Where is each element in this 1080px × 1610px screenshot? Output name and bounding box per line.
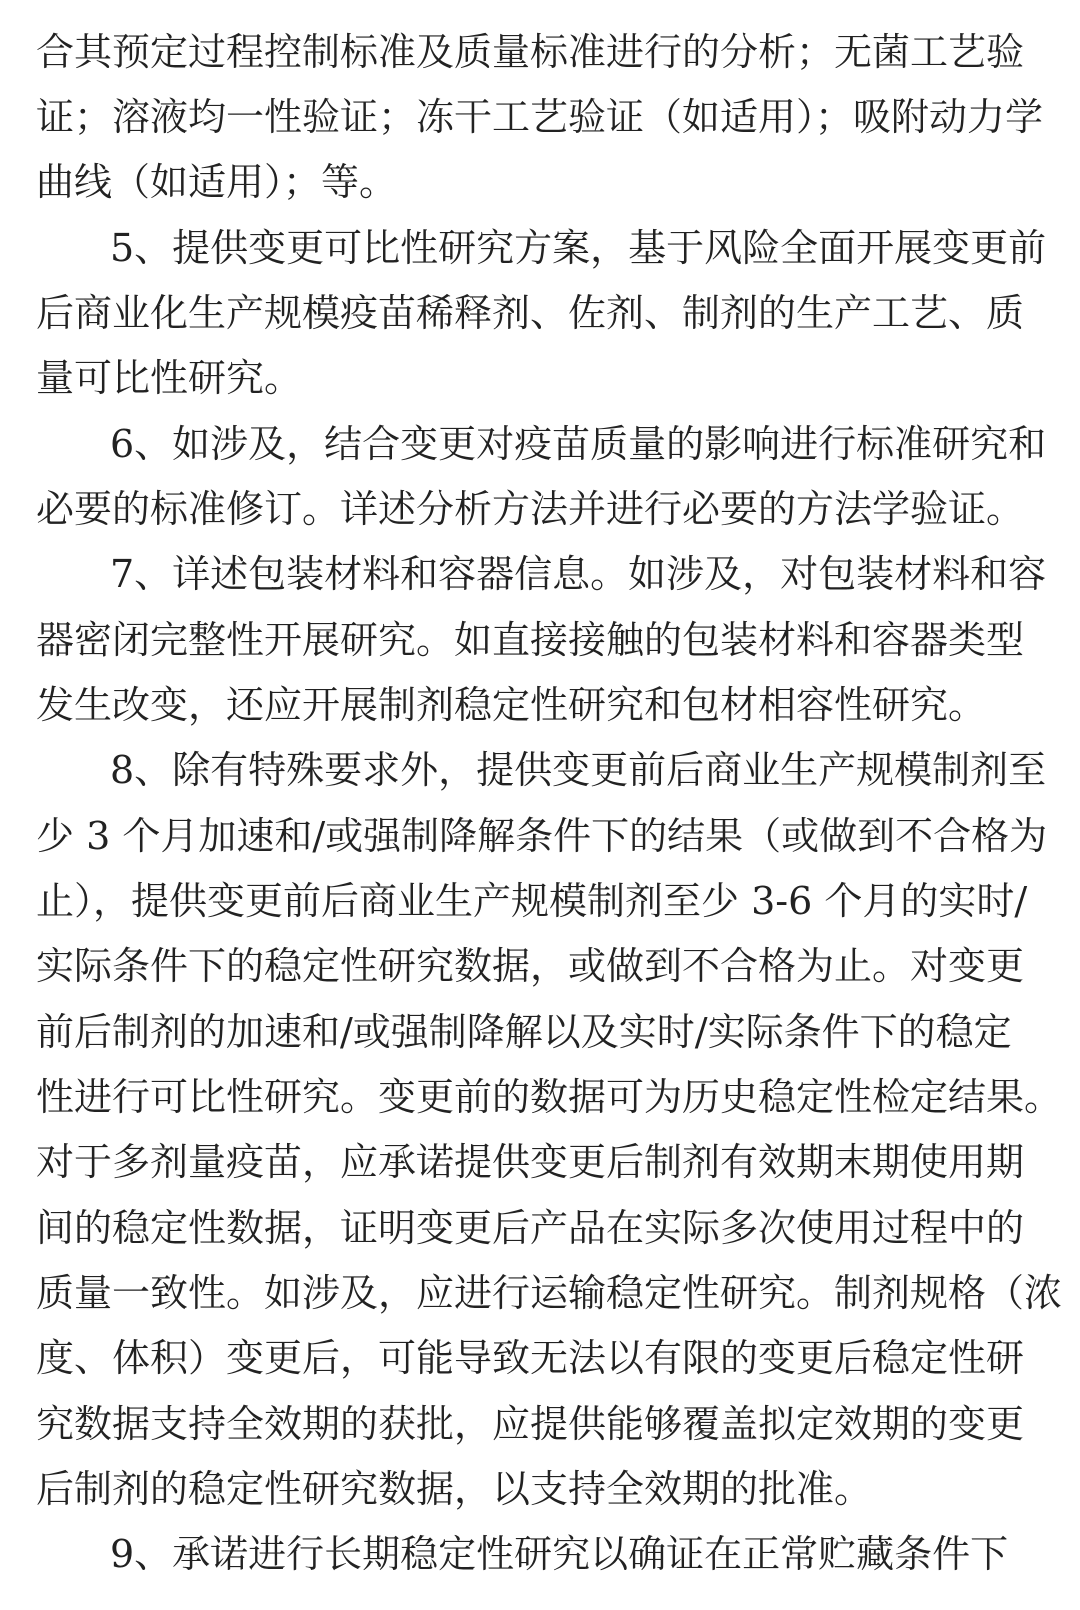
paragraph-8-line-4: 实际条件下的稳定性研究数据，或做到不合格为止。对变更	[36, 944, 1025, 988]
paragraph-6-line-2: 必要的标准修订。详述分析方法并进行必要的方法学验证。	[36, 487, 1025, 531]
paragraph-8-line-3: 止），提供变更前后商业生产规模制剂至少 3-6 个月的实时/	[36, 879, 1028, 923]
text-line-1: 合其预定过程控制标准及质量标准进行的分析；无菌工艺验	[36, 30, 1025, 74]
text-line-2: 证；溶液均一性验证；冻干工艺验证（如适用）；吸附动力学	[36, 95, 1044, 139]
paragraph-5-line-2: 后商业化生产规模疫苗稀释剂、佐剂、制剂的生产工艺、质	[36, 291, 1025, 335]
paragraph-8-line-11: 究数据支持全效期的获批，应提供能够覆盖拟定效期的变更	[36, 1402, 1025, 1446]
paragraph-8-line-10: 度、体积）变更后，可能导致无法以有限的变更后稳定性研	[36, 1336, 1025, 1380]
paragraph-8-line-2: 少 3 个月加速和/或强制降解条件下的结果（或做到不合格为	[36, 814, 1048, 858]
paragraph-6-line-1: 6、如涉及，结合变更对疫苗质量的影响进行标准研究和	[110, 422, 1047, 466]
paragraph-8-line-6: 性进行可比性研究。变更前的数据可为历史稳定性检定结果。	[36, 1075, 1063, 1119]
paragraph-7-line-2: 器密闭完整性开展研究。如直接接触的包装材料和容器类型	[36, 618, 1025, 662]
paragraph-5-line-3: 量可比性研究。	[36, 356, 303, 400]
text-line-3: 曲线（如适用）；等。	[36, 160, 398, 204]
paragraph-8-line-5: 前后制剂的加速和/或强制降解以及实时/实际条件下的稳定	[36, 1010, 1012, 1054]
paragraph-7-line-1: 7、详述包装材料和容器信息。如涉及，对包装材料和容	[110, 552, 1047, 596]
paragraph-7-line-3: 发生改变，还应开展制剂稳定性研究和包材相容性研究。	[36, 683, 987, 727]
paragraph-8-line-9: 质量一致性。如涉及，应进行运输稳定性研究。制剂规格（浓	[36, 1271, 1063, 1315]
paragraph-8-line-1: 8、除有特殊要求外，提供变更前后商业生产规模制剂至	[110, 748, 1047, 792]
paragraph-9-line-1: 9、承诺进行长期稳定性研究以确证在正常贮藏条件下	[110, 1532, 1009, 1576]
paragraph-8-line-12: 后制剂的稳定性研究数据，以支持全效期的批准。	[36, 1467, 873, 1511]
paragraph-5-line-1: 5、提供变更可比性研究方案，基于风险全面开展变更前	[110, 226, 1047, 270]
paragraph-8-line-7: 对于多剂量疫苗，应承诺提供变更后制剂有效期末期使用期	[36, 1140, 1025, 1184]
paragraph-8-line-8: 间的稳定性数据，证明变更后产品在实际多次使用过程中的	[36, 1206, 1025, 1250]
